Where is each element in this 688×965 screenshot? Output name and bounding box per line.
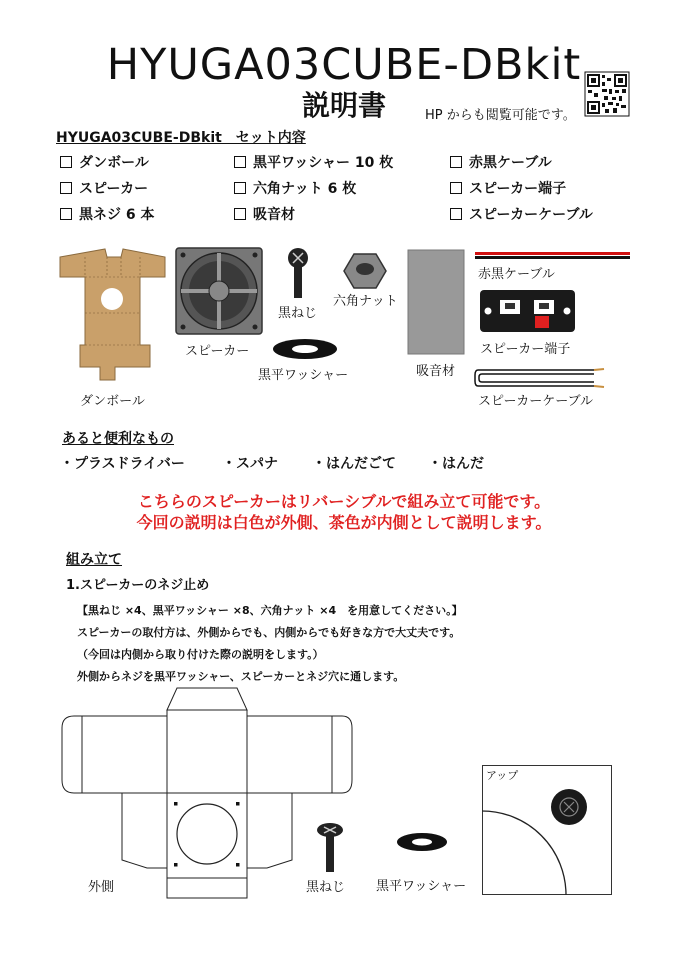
notice-line-2: 今回の説明は白色が外側、茶色が内側として説明します。 [136,513,552,532]
step-title: 1.スピーカーのネジ止め [66,578,210,593]
document-subtitle: 説明書 [301,89,386,122]
closeup-diagram [482,765,612,895]
cardboard-illustration [55,245,170,385]
speaker-terminal-illustration [480,290,575,332]
checklist-item[interactable]: 赤黒ケーブル [450,152,552,172]
checklist-item[interactable]: 黒ネジ 6 本 [60,204,155,224]
cardboard-label: ダンボール [80,394,145,409]
tool-item: ・スパナ [222,456,278,472]
checklist-item[interactable]: スピーカーケーブル [450,204,593,224]
tool-item: ・プラスドライバー [60,456,185,472]
speaker-cable-label: スピーカーケーブル [478,394,594,409]
sound-absorber-illustration [408,250,464,354]
washer-label: 黒平ワッシャー [376,879,467,894]
checklist-item[interactable]: 吸音材 [234,204,295,224]
washer-illustration [396,832,448,852]
step-text: 外側からネジを黒平ワッシャー、スピーカーとネジ穴に通します。 [77,670,405,683]
checkbox[interactable] [450,208,462,220]
checklist-item[interactable]: 黒平ワッシャー 10 枚 [234,152,393,172]
closeup-label: アップ [486,769,519,782]
red-black-cable-label: 赤黒ケーブル [478,267,555,282]
checklist-item[interactable]: スピーカー端子 [450,178,566,198]
speaker-label: スピーカー [185,344,250,359]
step-text: 【黒ねじ ×4、黒平ワッシャー ×8、六角ナット ×4 を用意してください。】 [77,604,463,617]
step-text: （今回は内側から取り付けた際の説明をします。） [77,648,324,661]
speaker-cable-illustration [474,367,609,389]
nut-label: 六角ナット [333,294,398,309]
tools-heading: あると便利なもの [62,431,174,447]
checkbox[interactable] [450,182,462,194]
washer-illustration [272,338,338,360]
absorber-label: 吸音材 [416,364,456,379]
document-title: HYUGA03CUBE-DBkit [106,40,582,90]
checkbox[interactable] [234,156,246,168]
notice-line-1: こちらのスピーカーはリバーシブルで組み立て可能です。 [137,492,551,511]
screw-illustration [285,248,311,300]
red-black-cable-illustration [475,252,630,260]
qr-code-icon[interactable] [585,72,629,116]
washer-label: 黒平ワッシャー [258,368,349,383]
screw-label: 黒ねじ [278,306,318,321]
checkbox[interactable] [60,208,72,220]
tool-item: ・はんだごて [312,456,396,472]
contents-heading: HYUGA03CUBE-DBkit セット内容 [56,130,306,146]
checkbox[interactable] [450,156,462,168]
screw-label: 黒ねじ [306,880,346,895]
hex-nut-illustration [343,252,387,290]
checkbox[interactable] [60,156,72,168]
checklist-item[interactable]: スピーカー [60,178,148,198]
hp-note: HP からも閲覧可能です。 [425,108,576,123]
outside-label: 外側 [88,880,115,895]
checklist-item[interactable]: 六角ナット 6 枚 [234,178,356,198]
checkbox[interactable] [234,182,246,194]
screw-illustration [315,822,345,874]
assembly-heading: 組み立て [66,552,122,568]
terminal-label: スピーカー端子 [480,342,571,357]
step-text: スピーカーの取付方は、外側からでも、内側からでも好きな方で大丈夫です。 [77,626,461,639]
tool-item: ・はんだ [428,456,484,472]
checkbox[interactable] [234,208,246,220]
speaker-illustration [175,247,263,335]
checklist-item[interactable]: ダンボール [60,152,149,172]
checkbox[interactable] [60,182,72,194]
